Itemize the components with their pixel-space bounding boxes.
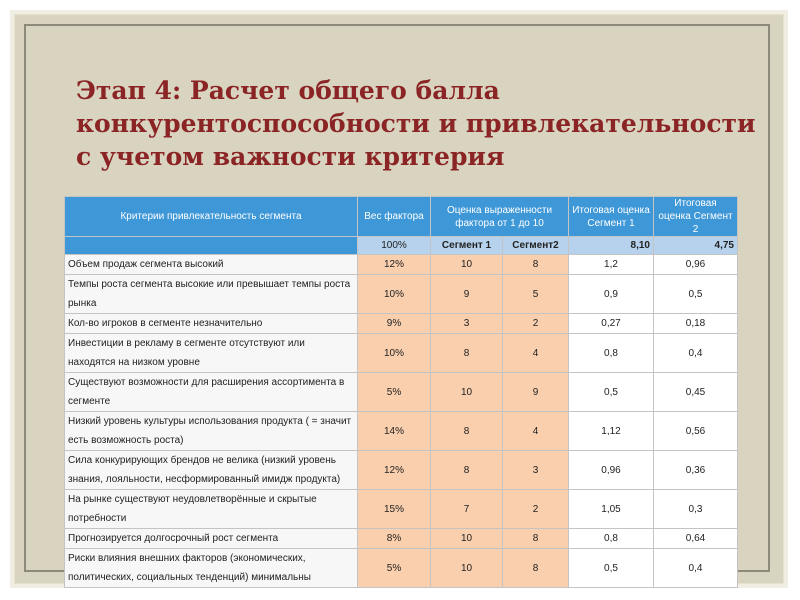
score-segment1-cell: 3: [431, 314, 503, 334]
criterion-cell: На рынке существуют неудовлетворённые и скрытые потребности: [65, 490, 358, 529]
table-row: [65, 314, 738, 334]
score-segment2-cell: 8: [503, 255, 569, 275]
weight-cell: 12%: [358, 255, 431, 275]
total-segment1-cell: 1,2: [569, 255, 654, 275]
weight-cell: 8%: [358, 529, 431, 549]
total-segment2-cell: 0,3: [654, 490, 738, 529]
table-row: [65, 255, 738, 275]
score-segment1-cell: 7: [431, 490, 503, 529]
total-segment1-cell: 0,27: [569, 314, 654, 334]
score-segment1-cell: 9: [431, 275, 503, 314]
table-row: [65, 373, 738, 412]
weight-total: 100%: [358, 237, 431, 255]
header-total-segment1: Итоговая оценка Сегмент 1: [569, 197, 654, 237]
total-segment1: 8,10: [569, 237, 654, 255]
header-score: Оценка выраженности фактора от 1 до 10: [431, 197, 569, 237]
score-segment2-cell: 3: [503, 451, 569, 490]
score-segment2-cell: 9: [503, 373, 569, 412]
criterion-cell: Существуют возможности для расширения ассортимента в сегменте: [65, 373, 358, 412]
criterion-cell: Прогнозируется долгосрочный рост сегмента: [65, 529, 358, 549]
table-row: [65, 549, 738, 588]
total-segment1-cell: 0,5: [569, 549, 654, 588]
score-segment1-cell: 8: [431, 334, 503, 373]
total-segment1-cell: 0,5: [569, 373, 654, 412]
score-segment2-cell: 8: [503, 549, 569, 588]
weight-cell: 14%: [358, 412, 431, 451]
score-segment1-cell: 10: [431, 529, 503, 549]
slide-title: [76, 74, 756, 173]
total-segment1-cell: 0,8: [569, 334, 654, 373]
criterion-cell: Темпы роста сегмента высокие или превышает темпы роста рынка: [65, 275, 358, 314]
total-segment2-cell: 0,64: [654, 529, 738, 549]
table-row: [65, 451, 738, 490]
total-segment2-cell: 0,36: [654, 451, 738, 490]
score-segment2-cell: 8: [503, 529, 569, 549]
total-segment1-cell: 0,9: [569, 275, 654, 314]
table-row: [65, 275, 738, 314]
total-segment2-cell: 0,45: [654, 373, 738, 412]
score-segment2-cell: 2: [503, 490, 569, 529]
segment2-label: Сегмент2: [503, 237, 569, 255]
total-segment1-cell: 1,05: [569, 490, 654, 529]
score-segment1-cell: 8: [431, 451, 503, 490]
total-segment1-cell: 0,8: [569, 529, 654, 549]
total-segment1-cell: 0,96: [569, 451, 654, 490]
header-weight: Вес фактора: [358, 197, 431, 237]
weight-cell: 10%: [358, 334, 431, 373]
title-line: с учетом важности критерия: [76, 142, 505, 171]
total-segment2-cell: 0,4: [654, 549, 738, 588]
total-segment2-cell: 0,18: [654, 314, 738, 334]
criterion-cell: Риски влияния внешних факторов (экономических, политических, социальных тенденций) минимальны: [65, 549, 358, 588]
score-segment1-cell: 10: [431, 373, 503, 412]
weight-cell: 15%: [358, 490, 431, 529]
score-segment2-cell: 4: [503, 334, 569, 373]
criterion-cell: Кол-во игроков в сегменте незначительно: [65, 314, 358, 334]
criterion-cell: Объем продаж сегмента высокий: [65, 255, 358, 275]
table-row: [65, 529, 738, 549]
weight-cell: 5%: [358, 549, 431, 588]
total-segment2-cell: 0,4: [654, 334, 738, 373]
header-criteria: Критерии привлекательность сегмента: [65, 197, 358, 237]
total-segment2: 4,75: [654, 237, 738, 255]
weight-cell: 12%: [358, 451, 431, 490]
header-total-segment2: Итоговая оценка Сегмент 2: [654, 197, 738, 237]
criterion-cell: Низкий уровень культуры использования продукта ( = значит есть возможность роста): [65, 412, 358, 451]
table-row: [65, 412, 738, 451]
title-line: Этап 4: Расчет общего балла: [76, 76, 500, 105]
score-segment2-cell: 4: [503, 412, 569, 451]
weight-cell: 10%: [358, 275, 431, 314]
total-segment2-cell: 0,5: [654, 275, 738, 314]
total-segment2-cell: 0,96: [654, 255, 738, 275]
table-body: [65, 255, 738, 588]
score-segment1-cell: 8: [431, 412, 503, 451]
total-segment1-cell: 1,12: [569, 412, 654, 451]
weight-cell: 5%: [358, 373, 431, 412]
segment1-label: Сегмент 1: [431, 237, 503, 255]
table-row: [65, 334, 738, 373]
criterion-cell: Инвестиции в рекламу в сегменте отсутствуют или находятся на низком уровне: [65, 334, 358, 373]
criteria-table: [64, 196, 738, 588]
criterion-cell: Сила конкурирующих брендов не велика (низкий уровень знания, лояльности, несформированный имидж продукта): [65, 451, 358, 490]
table-row: [65, 490, 738, 529]
weight-cell: 9%: [358, 314, 431, 334]
header-blank: [65, 237, 358, 255]
score-segment2-cell: 2: [503, 314, 569, 334]
score-segment1-cell: 10: [431, 549, 503, 588]
total-segment2-cell: 0,56: [654, 412, 738, 451]
title-line: конкурентоспособности и привлекательности: [76, 109, 756, 138]
score-segment1-cell: 10: [431, 255, 503, 275]
score-segment2-cell: 5: [503, 275, 569, 314]
